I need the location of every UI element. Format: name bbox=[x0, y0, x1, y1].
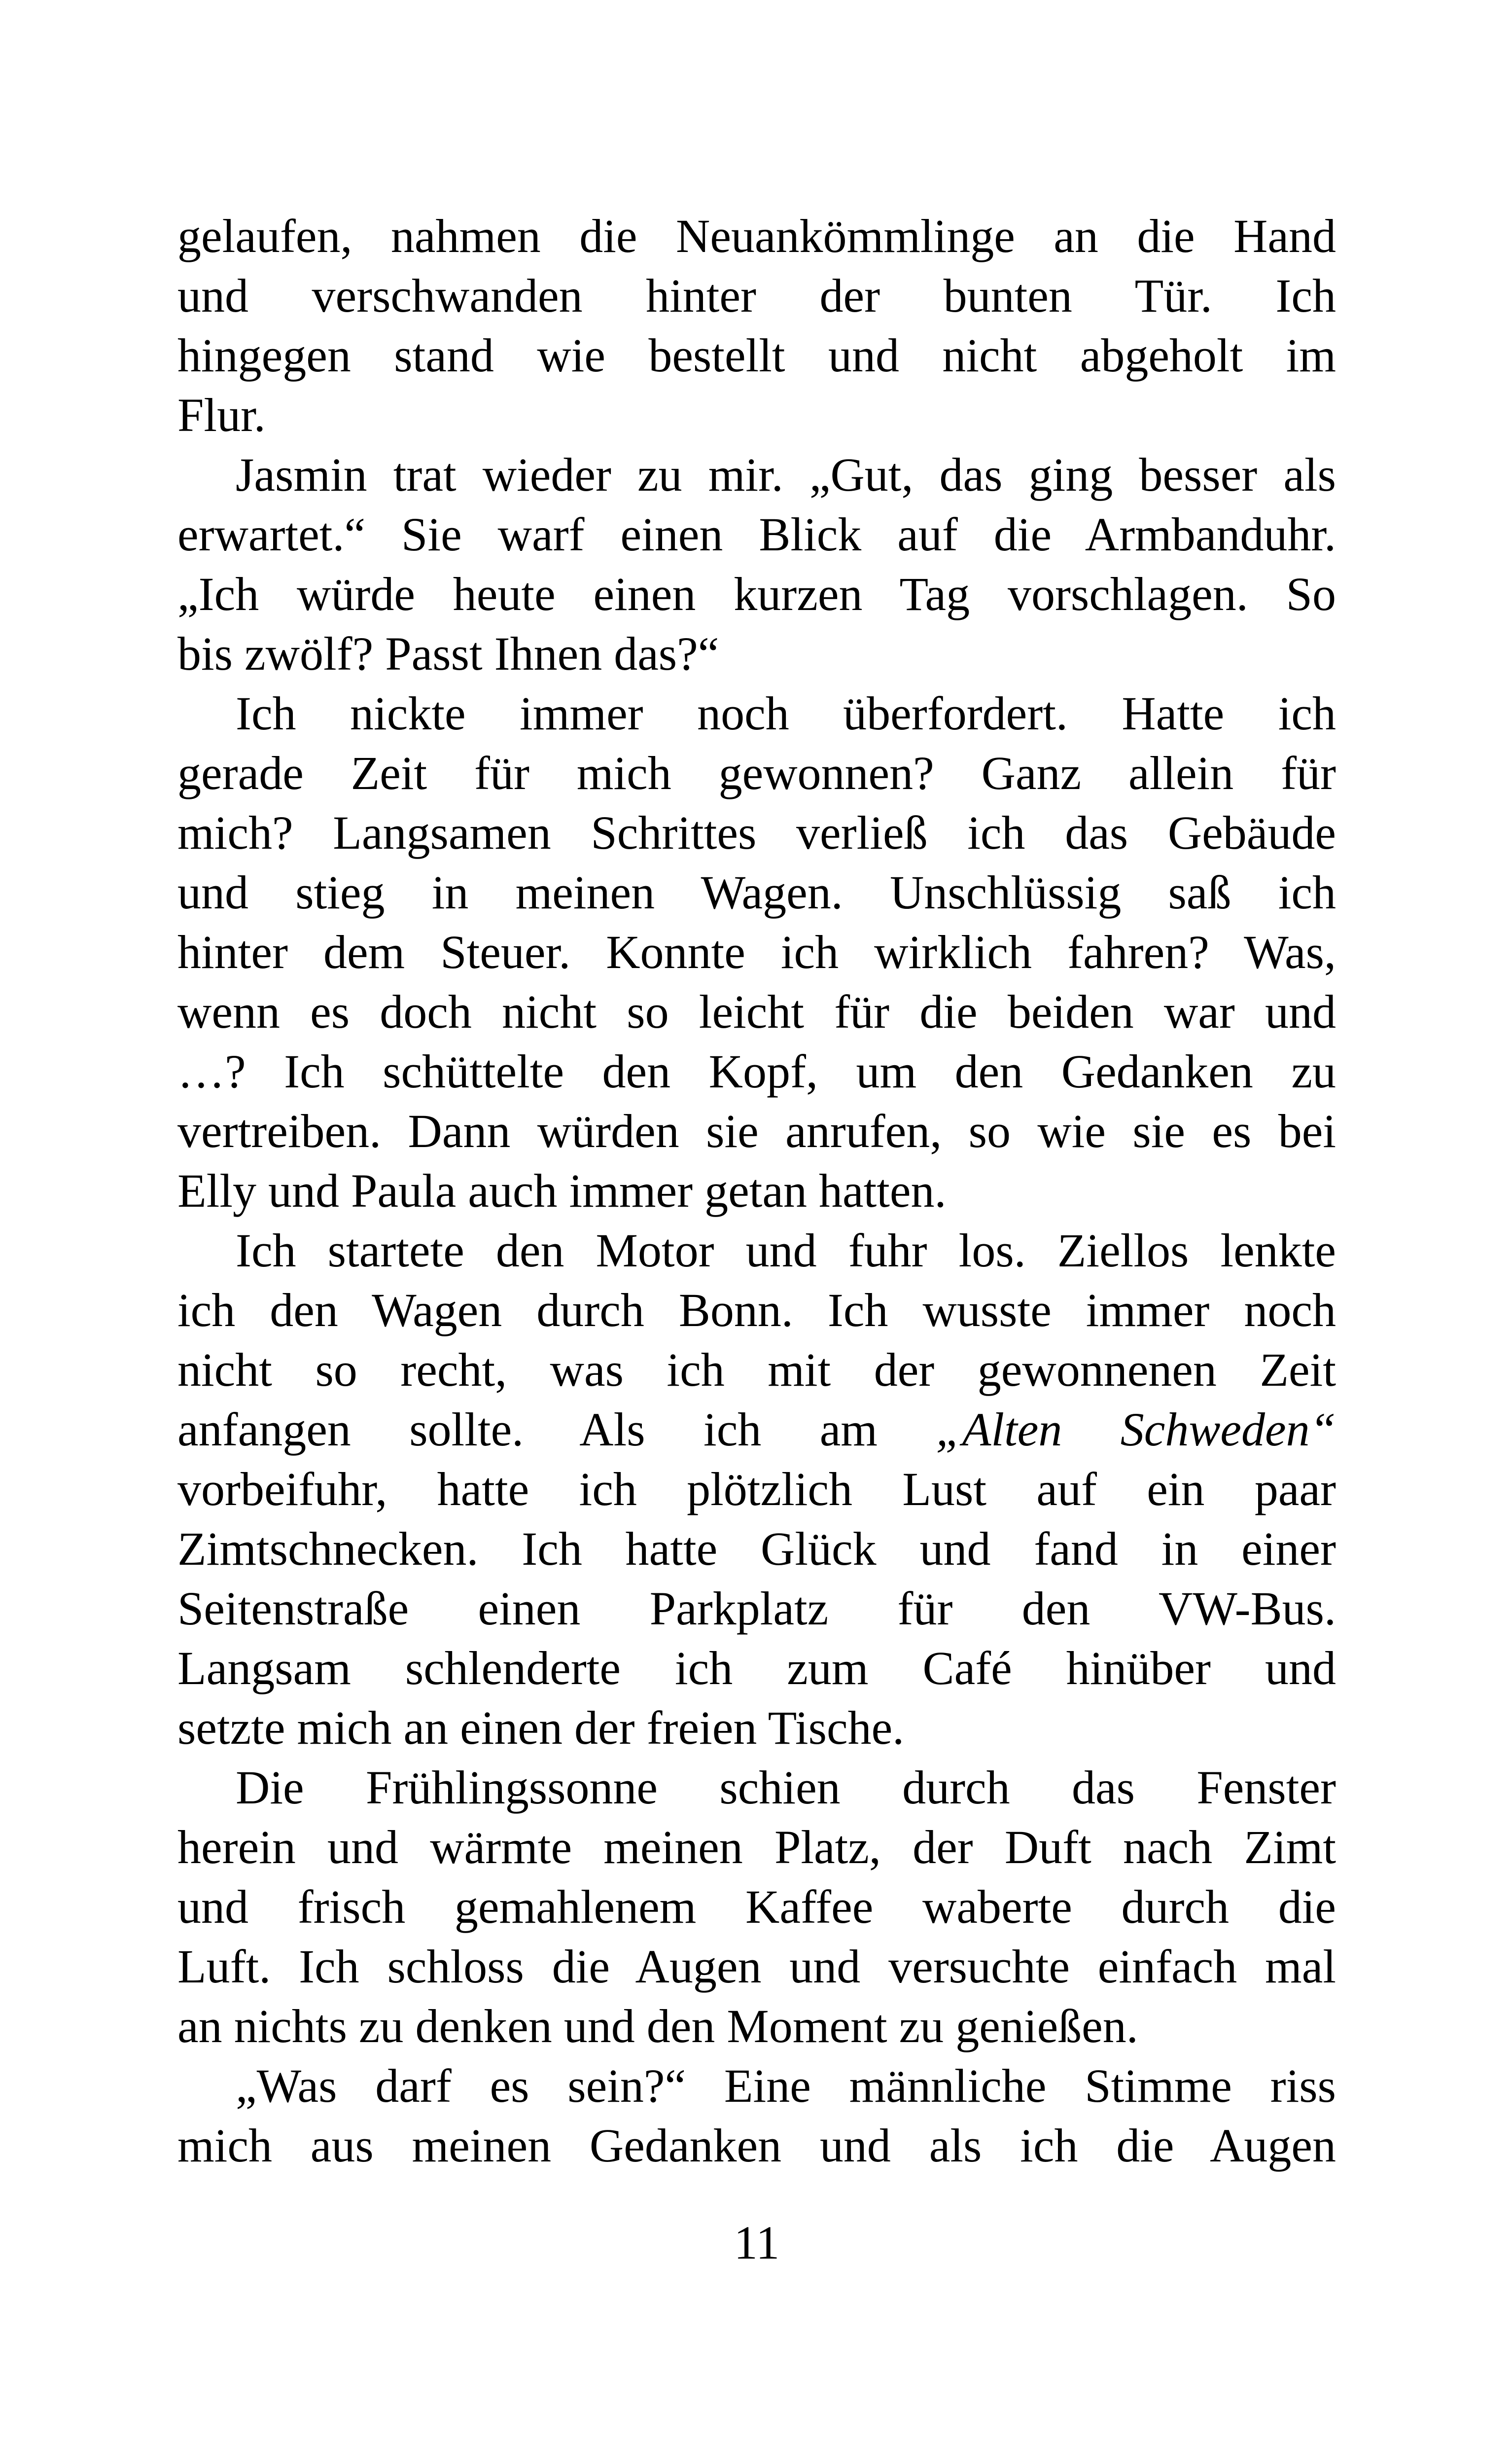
text-line: „Ich würde heute einen kurzen Tag vorschlagen. So bbox=[177, 568, 1336, 620]
cafe-name-italic: „Alten Schweden“ bbox=[936, 1403, 1336, 1456]
text-line: Zimtschnecken. Ich hatte Glück und fand in einer bbox=[177, 1522, 1336, 1575]
text-line: …? Ich schüttelte den Kopf, um den Gedanken zu bbox=[177, 1045, 1336, 1098]
text-line bbox=[177, 1400, 1336, 1459]
paragraph bbox=[177, 206, 1336, 445]
text-line: vertreiben. Dann würden sie anrufen, so wie sie es bei bbox=[177, 1105, 1336, 1157]
text-block bbox=[177, 206, 1336, 2175]
page-number: 11 bbox=[734, 2216, 780, 2269]
text-line: mich? Langsamen Schrittes verließ ich das Gebäude bbox=[177, 806, 1336, 859]
paragraph bbox=[177, 2056, 1336, 2175]
text-line: herein und wärmte meinen Platz, der Duft nach Zimt bbox=[177, 1821, 1336, 1873]
text-line: „Was darf es sein?“ Eine männliche Stimme riss bbox=[236, 2059, 1336, 2112]
text-line: Luft. Ich schloss die Augen und versuchte einfach mal bbox=[177, 1940, 1336, 1993]
text-line: erwartet.“ Sie warf einen Blick auf die Armbanduhr. bbox=[177, 508, 1336, 561]
text-line: Langsam schlenderte ich zum Café hinüber und bbox=[177, 1642, 1336, 1694]
text-line: an nichts zu denken und den Moment zu genießen. bbox=[177, 2000, 1138, 2052]
text-line: Flur. bbox=[177, 389, 266, 441]
text-line: mich aus meinen Gedanken und als ich die Augen bbox=[177, 2119, 1336, 2172]
text-line: gerade Zeit für mich gewonnen? Ganz allein für bbox=[177, 747, 1336, 799]
text-line: Ich nickte immer noch überfordert. Hatte ich bbox=[236, 687, 1336, 740]
text-segment: anfangen sollte. Als ich am bbox=[177, 1403, 936, 1456]
text-line: Ich startete den Motor und fuhr los. Ziellos lenkte bbox=[236, 1224, 1336, 1277]
text-line: Jasmin trat wieder zu mir. „Gut, das ging besser als bbox=[236, 448, 1336, 501]
text-line: wenn es doch nicht so leicht für die beiden war und bbox=[177, 985, 1336, 1038]
text-line: und stieg in meinen Wagen. Unschlüssig saß ich bbox=[177, 866, 1336, 919]
text-line: und verschwanden hinter der bunten Tür. Ich bbox=[177, 269, 1336, 322]
paragraph bbox=[177, 1758, 1336, 2056]
text-line: Elly und Paula auch immer getan hatten. bbox=[177, 1164, 947, 1217]
text-line: ich den Wagen durch Bonn. Ich wusste immer noch bbox=[177, 1284, 1336, 1336]
text-line: gelaufen, nahmen die Neuankömmlinge an die Hand bbox=[177, 210, 1336, 262]
text-line: und frisch gemahlenem Kaffee waberte durch die bbox=[177, 1880, 1336, 1933]
paragraph bbox=[177, 445, 1336, 683]
paragraph bbox=[177, 1221, 1336, 1758]
text-line: Die Frühlingssonne schien durch das Fenster bbox=[236, 1761, 1336, 1814]
text-line: Seitenstraße einen Parkplatz für den VW-Bus. bbox=[177, 1582, 1336, 1635]
text-line: vorbeifuhr, hatte ich plötzlich Lust auf ein paar bbox=[177, 1463, 1336, 1515]
text-line: hinter dem Steuer. Konnte ich wirklich fahren? Was, bbox=[177, 926, 1336, 978]
text-line: hingegen stand wie bestellt und nicht abgeholt im bbox=[177, 329, 1336, 382]
paragraph bbox=[177, 683, 1336, 1221]
text-line: nicht so recht, was ich mit der gewonnenen Zeit bbox=[177, 1343, 1336, 1396]
text-line: bis zwölf? Passt Ihnen das?“ bbox=[177, 627, 719, 680]
text-line: setzte mich an einen der freien Tische. bbox=[177, 1701, 905, 1754]
